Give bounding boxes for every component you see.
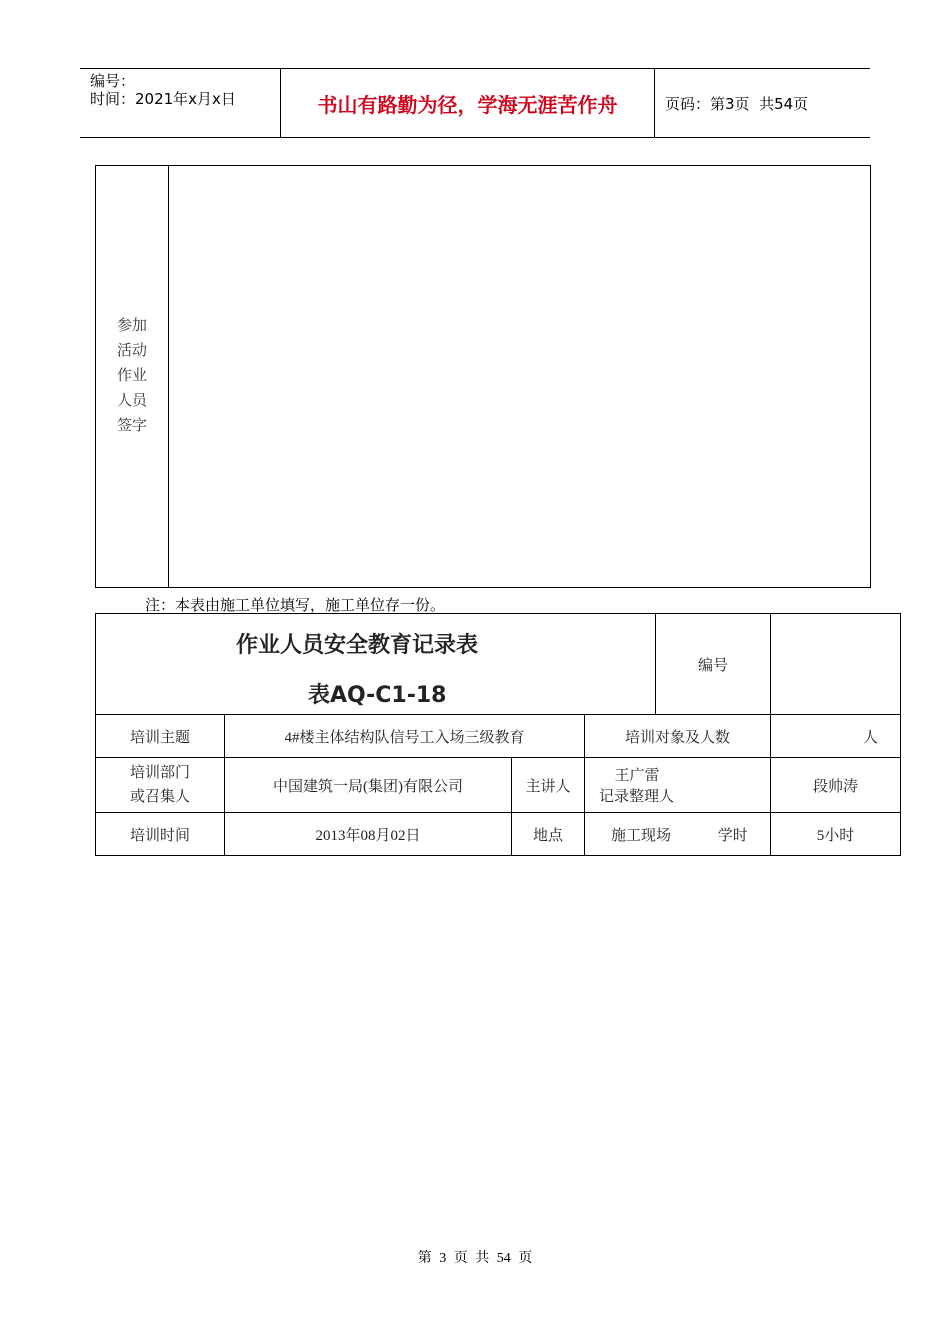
header-meta xyxy=(80,69,280,137)
dept-label xyxy=(96,758,225,813)
topic-label: 培训主题 xyxy=(96,715,225,758)
speaker-value-text: 王广雷 xyxy=(614,768,660,784)
topic-value: 4#楼主体结构队信号工入场三级教育 xyxy=(225,715,585,758)
place-value-text: 施工现场 xyxy=(610,827,671,844)
place-label: 地点 xyxy=(512,813,585,856)
hours-value: 5小时 xyxy=(771,813,901,856)
table-note: 注：本表由施工单位填写，施工单位存一份。 xyxy=(145,598,446,614)
record-title: 作业人员安全教育记录表 xyxy=(236,633,479,658)
record-form-code: 表AQ-C1-18 xyxy=(308,683,447,708)
signature-label-line: 参加 xyxy=(116,318,147,334)
hours-label: 学时 xyxy=(717,827,748,844)
page-footer: 第 3 页 共 54 页 xyxy=(417,1251,533,1266)
signature-table xyxy=(95,165,871,588)
target-label: 培训对象及人数 xyxy=(585,715,771,758)
recorder-label: 记录整理人 xyxy=(598,789,674,805)
header-number-label: 编号： xyxy=(90,72,136,90)
dept-label-text: 培训部门或召集人 xyxy=(129,765,190,805)
header-page-code xyxy=(655,69,870,137)
page-header xyxy=(80,68,870,138)
record-title-cell xyxy=(96,614,656,715)
signature-label-line: 人员 xyxy=(116,393,147,409)
speaker-label: 主讲人 xyxy=(512,758,585,813)
signature-label-line: 活动 xyxy=(116,343,147,359)
place-value xyxy=(585,813,771,856)
recorder-value: 段帅涛 xyxy=(771,758,901,813)
record-table xyxy=(95,613,901,856)
signature-label-line: 作业 xyxy=(116,368,147,384)
signature-label-line: 签字 xyxy=(116,418,147,434)
header-time-label: 时间：2021年x月x日 xyxy=(90,90,236,108)
signature-label-cell xyxy=(96,166,169,587)
time-label: 培训时间 xyxy=(96,813,225,856)
record-number-header: 编号 xyxy=(656,614,771,715)
target-value: 人 xyxy=(771,715,901,758)
header-page-code-text: 页码：第3页 共54页 xyxy=(665,94,809,113)
header-motto: 书山有路勤为径，学海无涯苦作舟 xyxy=(280,69,655,137)
dept-value: 中国建筑一局(集团)有限公司 xyxy=(225,758,512,813)
speaker-value xyxy=(585,758,771,813)
time-value: 2013年08月02日 xyxy=(225,813,512,856)
record-number-value xyxy=(771,614,901,715)
